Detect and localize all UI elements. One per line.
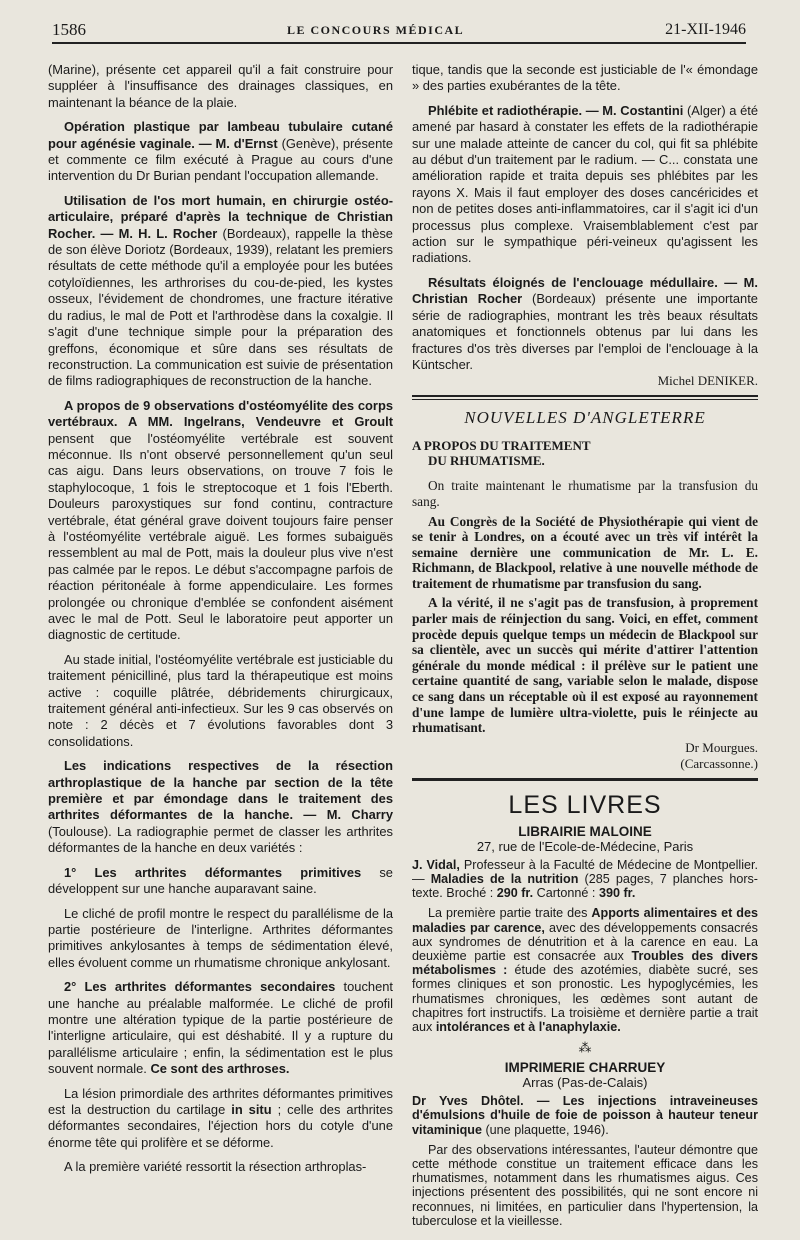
book-description: La première partie traite des Apports alimentaires et des maladies par carence, avec des développements consacrés aux syndromes de dénutrition et à la carence en eau. La deuxième partie est consacrée aux Troubles des divers métabolismes : étude des azotémies, diabète sucré, ses formes cliniques et son pronostic. Les hypoglycémies, les rhumatismes chroniques, les œdèmes sont autant de chapitres fort instructifs. La troisième et dernière partie a trait aux intolérances et à l'anaphylaxie. [412,906,759,1035]
paragraph: A propos de 9 observations d'ostéomyélite des corps vertébraux. A MM. Ingelrans, Vendeuvre et Groult pensent que l'ostéomyélite vertébrale est souvent méconnue. Ils n'ont observé personnellement qu'un seul cas aigu. Dans leurs observations, on trouve 7 fois le staphylocoque, 1 fois le streptocoque et 1 fois l'Eberth. Douleurs paroxystiques sur fond continu, contracture vertébrale, état général grave doivent toujours faire penser à l'ostéomyélite vertébrale aiguë. Les formes subaiguës ressemblent au mal de Pott, mais la douleur plus vive n'est pas calmée par le repos. Le début s'accompagne parfois de réaction péritonéale à forme appendiculaire. Les formes prolongée ou chronique d'emblée se confondent aisément avec le mal de Pott. Seul le laboratoire peut apporter un diagnostic de certitude. [48,397,393,643]
paragraph: 1° Les arthrites déformantes primitives se développent sur une hanche auparavant saine. [48,864,393,897]
paragraph: 2° Les arthrites déformantes secondaires touchent une hanche au préalable malformée. Le cliché de profil montre une altération typique de la partie postérieure de l'interligne articulaire, qui est déshabité. Il y a rupture du parallélisme articulaire ; enfin, la sédimentation est le plus souvent normale. Ce sont des arthroses. [48,979,393,1077]
right-column [412,62,758,1234]
ornament-icon: ⁂ [578,1040,592,1056]
paragraph: Résultats éloignés de l'enclouage médullaire. — M. Christian Rocher (Bordeaux) présente une importante série de radiographies, montrant les très beaux résultats anatomiques et fonctionnels obtenus par lui dans les fractures d'os très diverses par l'emploi de l'enclouage à la Küntscher. [412,274,758,372]
books-section-title: LES LIVRES [508,790,662,819]
section-divider [412,778,758,781]
publisher-name: IMPRIMERIE CHARRUEY [504,1060,666,1076]
page-number: 1586 [52,20,86,39]
book-description: Par des observations intéressantes, l'auteur démontre que cette méthode constitue un traitement efficace dans les rhumatismes, notamment dans les rhumatismes aigus. Ces injections présentent des possibilités, qui ne sont encore ni reconnues, ni limitées, en particulier dans l'hypertension, la tuberculose et la vieillesse. [412,1142,758,1228]
news-paragraph: A la vérité, il ne s'agit pas de transfusion, à proprement parler mais de réinjection du sang. Voici, en effet, comment procède depuis quelque temps un médecin de Blackpool sur sa clientèle, avec un succès qui mérite d'attirer l'attention générale du monde médical : il prélève sur le patient une certaine quantité de sang, variable selon le malade, dispose ce sang dans un réceptable où il est exposé au rayonnement d'une lampe de lumière ultra-violette, puis le réinjecte au rhumatisant. [412,595,758,736]
paragraph: La lésion primordiale des arthrites déformantes primitives est la destruction du cartilage in situ ; celle des arthrites déformantes secondaires, l'éjection hors du cotyle d'une énorme tête qui prolifère et se déforme. [48,1085,393,1150]
issue-date: 21-XII-1946 [665,21,746,38]
news-headline: A PROPOS DU TRAITEMENT DU RHUMATISME. [412,438,591,469]
paragraph: Utilisation de l'os mort humain, en chirurgie ostéo-articulaire, préparé d'après la technique de Christian Rocher. — M. H. L. Rocher (Bordeaux), rappelle la thèse de son élève Doriotz (Bordeaux, 1939), relatant les premiers résultats de cette méthode qu'il a employée pour les butées cotyloïdiennes, les arthrorises du cou-de-pied, les kystes osseux, l'évidement de chondromes, une fracture itérative du radius, le mal de Pott et l'arthrodèse dans la coxalgie. Il s'agit d'une technique simple pour la préparation des greffons, économique et sûre dans ses résultats de reconstruction. La communication est suivie de présentation de films radiographiques de reconstruction de la hanche. [48,192,393,389]
page-header [52,18,746,44]
paragraph: Opération plastique par lambeau tubulaire cutané pour agénésie vaginale. — M. d'Ernst (Genève), présente et commente ce film exécuté à Prague au cours d'une intervention du Dr Burian pendant l'occupation allemande. [48,119,393,184]
paragraph: Le cliché de profil montre le respect du parallélisme de la partie postérieure de l'interligne. Arthrites déformantes primitives ankylosantes à temps de sédimentation élevé, elles évoluent comme un rhumatisme chronique ankylosant. [48,905,393,970]
paragraph: (Marine), présente cet appareil qu'il a fait construire pour suppléer à l'insuffisance des drainages classiques, en maintenant la béance de la plaie. [48,62,393,110]
book-entry: J. Vidal, Professeur à la Faculté de Médecine de Montpellier. — Maladies de la nutrition (285 pages, 7 planches hors-texte. Broché : 290 fr. Cartonné : 390 fr. [412,857,759,901]
publisher-address: Arras (Pas-de-Calais) [522,1075,648,1091]
publisher-name: LIBRAIRIE MALOINE [518,823,652,839]
left-column [48,62,393,1184]
news-paragraph: Au Congrès de la Société de Physiothérapie qui vient de se tenir à Londres, on a écouté avec un très vif intérêt la semaine dernière une communication de Mr. L. E. Richmann, de Blackpool, relative à une nouvelle méthode de traitement de rhumatisme par transfusion du sang. [412,513,758,591]
news-paragraph: On traite maintenant le rhumatisme par la transfusion du sang. [412,478,758,509]
paragraph: tique, tandis que la seconde est justiciable de l'« émondage » des parties exubérantes de la tête. [412,62,758,94]
news-section-title: NOUVELLES D'ANGLETERRE [464,408,706,428]
paragraph: Au stade initial, l'ostéomyélite vertébrale est justiciable du traitement pénicilliné, plus tard la thérapeutique est moins active : coquille plâtrée, débridements chirurgicaux, traitement général anti-infectieux. Sur les 9 cas observés on note : 2 décès et 7 évolutions favorables dont 3 consolidations. [48,651,393,749]
section-divider [412,395,758,400]
book-entry: Dr Yves Dhôtel. — Les injections intraveineuses d'émulsions d'huile de foie de poisson à hauteur teneur vitaminique (une plaquette, 1946). [412,1094,758,1137]
news-signature: Dr Mourgues. (Carcassonne.) [680,739,758,771]
publisher-address: 27, rue de l'Ecole-de-Médecine, Paris [476,838,694,854]
paragraph: A la première variété ressortit la résection arthroplas- [64,1159,367,1175]
paragraph: Les indications respectives de la résection arthroplastique de la hanche par section de la tête première et par émondage dans le traitement des arthrites déformantes de la hanche. — M. Charry (Toulouse). La radiographie permet de classer les arthrites déformantes de la hanche en deux variétés : [48,758,393,856]
journal-title: LE CONCOURS MÉDICAL [286,22,465,37]
signature: Michel DENIKER. [657,373,758,389]
paragraph: Phlébite et radiothérapie. — M. Costantini (Alger) a été amené par hasard à constater les effets de la radiothérapie sur une malade atteinte de cancer du col, qui fit sa phlébite au début d'un traitement par le radium. — C... constata une amélioration rapide et traita depuis ses phlébites par les rayons X. Mais il faut employer des doses cancéricides et non de petites doses anti-inflammatoires, car il s'agit ici d'un processus plus complexe. Vraisemblablement c'est par action sur le sympathique péri-veineux qu'agissent les radiations. [412,102,759,266]
